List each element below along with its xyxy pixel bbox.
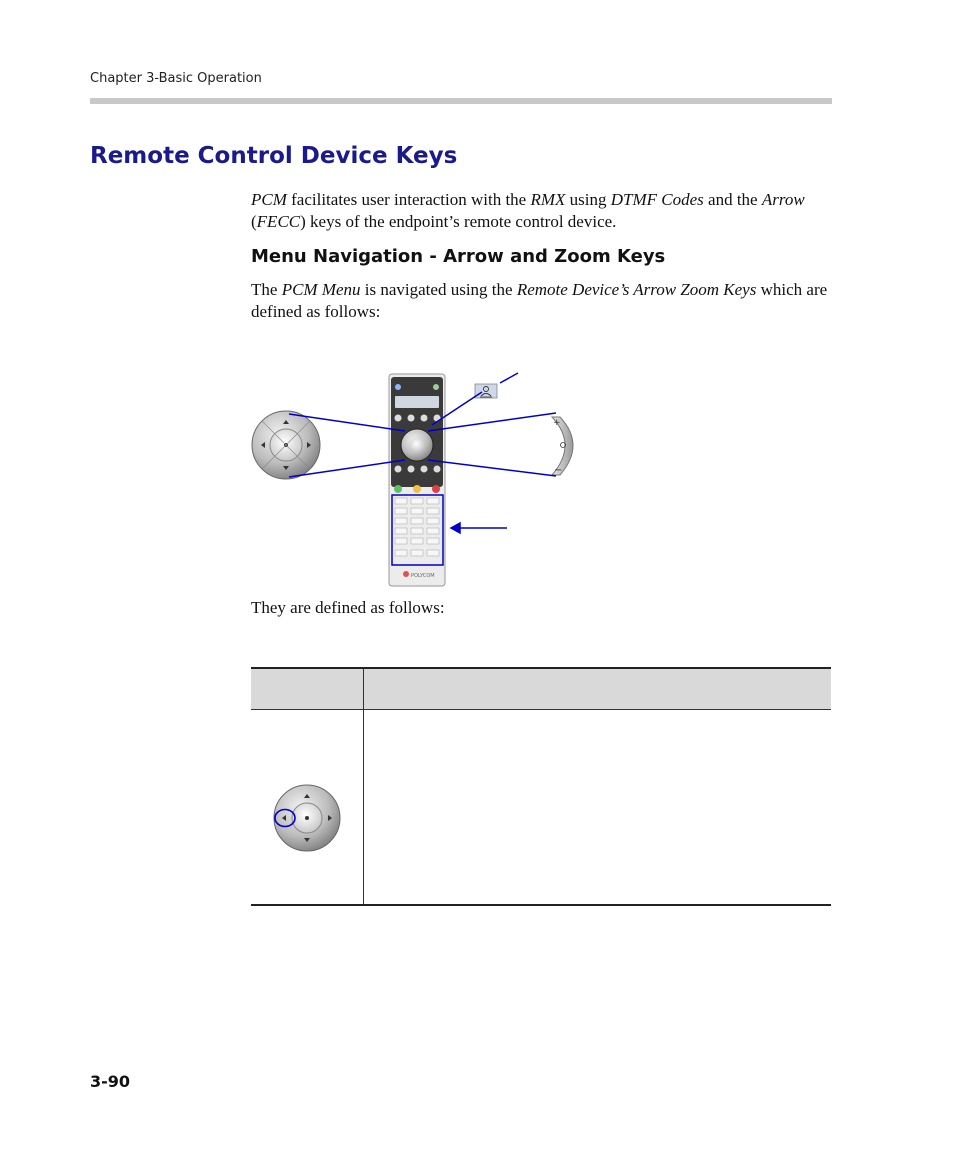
remote-control-body (389, 374, 445, 586)
page-number: 3-90 (90, 1072, 131, 1091)
subsection-title: Menu Navigation - Arrow and Zoom Keys (251, 246, 666, 267)
term-rmx: RMX (530, 190, 566, 209)
polycom-logo-icon (403, 571, 409, 577)
term-pcm: PCM (251, 190, 287, 209)
left-arrow-key-image (274, 785, 340, 851)
zoom-key (552, 417, 573, 476)
intro-text-4: ( (251, 212, 257, 231)
intro-text-1: facilitates user interaction with the (286, 190, 531, 209)
term-dtmf: DTMF Codes (610, 190, 704, 209)
running-header: Chapter 3-Basic Operation (90, 71, 262, 86)
term-arrow: Arrow (761, 190, 805, 209)
table-header-row (251, 669, 831, 710)
table-row (269, 781, 351, 855)
intro-text-2: using (565, 190, 611, 209)
arrow-pad-enlarged (252, 411, 320, 479)
intro-text-5: ) keys of the endpoint’s remote control device. (300, 212, 617, 231)
intro-text-3: and the (703, 190, 762, 209)
nav-text-3: which are defined as follows: (251, 280, 828, 321)
svg-text:+: + (553, 418, 561, 428)
nav-text-2: is navigated using the (360, 280, 517, 299)
person-icon (475, 384, 497, 398)
brand-label: POLYCOM (411, 573, 435, 579)
term-pcm-menu: PCM Menu (281, 280, 361, 299)
nav-text-1: The (251, 280, 282, 299)
svg-text:−: − (554, 465, 563, 476)
column-divider (363, 669, 364, 904)
section-title: Remote Control Device Keys (90, 143, 458, 169)
term-arrow-zoom-keys: Remote Device’s Arrow Zoom Keys (516, 280, 757, 299)
term-fecc: FECC (256, 212, 301, 231)
keys-table (251, 667, 831, 906)
defined-text: They are defined as follows: (251, 598, 445, 617)
